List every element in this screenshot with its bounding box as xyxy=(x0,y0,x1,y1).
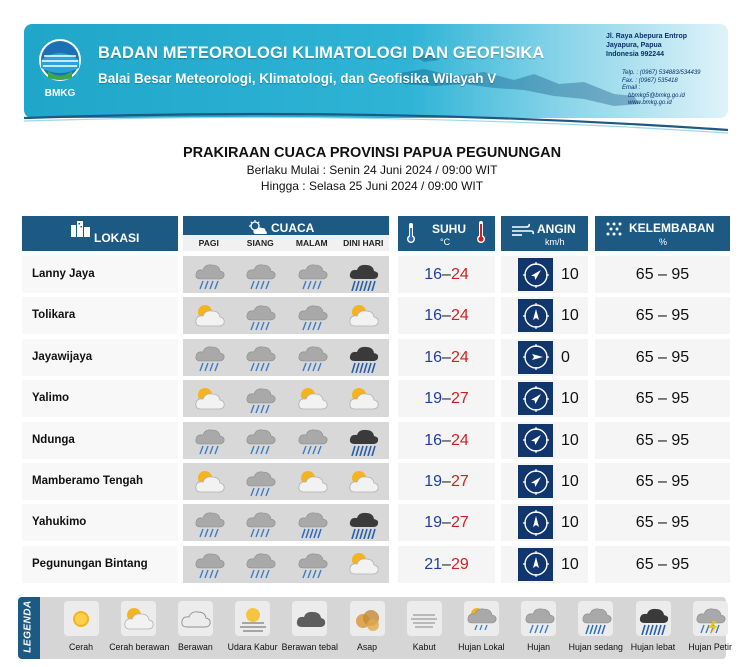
cerah-berawan-icon xyxy=(183,300,235,332)
legend-item xyxy=(624,601,682,652)
cerah-berawan-icon xyxy=(286,466,338,498)
wind xyxy=(501,339,588,376)
legend-item-label: Hujan sedang xyxy=(568,642,623,652)
temp-max: 27 xyxy=(450,514,469,532)
hujan-lebat-icon xyxy=(338,341,390,373)
cerah-berawan-icon xyxy=(338,300,390,332)
building-icon xyxy=(70,219,92,240)
wind-speed: 10 xyxy=(561,473,579,490)
legend-item xyxy=(109,601,170,652)
humidity xyxy=(595,504,730,541)
compass-icon xyxy=(518,506,553,539)
col-cuaca: CUACA xyxy=(271,221,315,235)
weather-icons xyxy=(183,504,389,541)
wind xyxy=(501,504,588,541)
cerah-berawan-icon xyxy=(183,466,235,498)
temp-min: 16 xyxy=(424,431,443,449)
address-line: Jl. Raya Abepura Entrop xyxy=(606,33,688,40)
humidity xyxy=(595,339,730,376)
humidity-max: 95 xyxy=(671,390,690,408)
hujan-icon xyxy=(183,424,235,456)
table-row xyxy=(22,422,730,459)
hujan-lokal-icon xyxy=(464,601,499,636)
period-malam: MALAM xyxy=(295,238,328,248)
header-suhu xyxy=(398,216,495,251)
temperature xyxy=(398,297,495,334)
weather-icons xyxy=(183,256,389,293)
humidity-max: 95 xyxy=(671,431,690,449)
header-kelembaban xyxy=(595,216,730,251)
address-block xyxy=(606,32,687,59)
col-suhu-unit: °C xyxy=(440,237,451,247)
hujan-icon xyxy=(235,507,287,539)
hujan-icon xyxy=(286,259,338,291)
temp-sep: – xyxy=(442,555,451,573)
wind xyxy=(501,546,588,583)
temp-max: 29 xyxy=(450,555,469,573)
legend-item xyxy=(52,601,110,652)
humidity xyxy=(595,297,730,334)
legend-item xyxy=(510,601,568,652)
thermometer-icon xyxy=(406,222,416,247)
hujan-icon xyxy=(286,548,338,580)
humidity-max: 95 xyxy=(671,266,690,283)
temp-max: 27 xyxy=(450,390,469,408)
col-angin: ANGIN xyxy=(537,222,576,236)
legend-item-label: Kabut xyxy=(412,642,436,652)
hujan-icon xyxy=(521,601,556,636)
legend-item xyxy=(567,601,625,652)
thermometer-hot-icon xyxy=(476,220,486,247)
hujan-sedang-icon xyxy=(286,507,338,539)
wind-speed: 10 xyxy=(561,307,579,325)
temp-max: 24 xyxy=(450,348,469,366)
hujan-icon xyxy=(235,548,287,580)
hujan-lebat-icon xyxy=(636,601,671,636)
hujan-icon xyxy=(286,300,338,332)
legend-item xyxy=(166,601,224,652)
asap-icon xyxy=(350,601,385,636)
address-line: Indonesia 992244 xyxy=(606,51,664,58)
temp-sep: – xyxy=(442,307,451,325)
compass-icon xyxy=(518,299,553,332)
svg-text:BMKG: BMKG xyxy=(44,88,76,99)
wind-icon xyxy=(511,223,535,240)
hujan-icon xyxy=(286,424,338,456)
wind xyxy=(501,422,588,459)
location-name: Tolikara xyxy=(22,297,178,334)
location-name: Ndunga xyxy=(22,422,178,459)
location-name: Jayawijaya xyxy=(22,339,178,376)
cerah-icon xyxy=(64,601,99,636)
col-angin-unit: km/h xyxy=(545,237,565,247)
humidity xyxy=(595,256,730,293)
wind-speed: 10 xyxy=(561,390,579,408)
location-name: Mamberamo Tengah xyxy=(22,463,178,500)
valid-to: Hingga : Selasa 25 Juni 2024 / 09:00 WIT xyxy=(260,179,484,193)
temp-max: 24 xyxy=(450,266,469,283)
period-dini-hari: DINI HARI xyxy=(343,238,384,248)
legend-item xyxy=(452,601,510,652)
hujan-icon xyxy=(183,341,235,373)
humidity-min: 65 xyxy=(635,266,654,283)
temp-min: 21 xyxy=(424,555,443,573)
humidity-max: 95 xyxy=(671,555,690,573)
temp-max: 24 xyxy=(450,307,469,325)
legend-item-label: Hujan lebat xyxy=(630,642,676,652)
wind-speed: 10 xyxy=(561,555,579,573)
contact-email: bbmkg5@bmkg.go.id xyxy=(628,92,685,99)
legend-item-label: Asap xyxy=(356,642,378,652)
kabut-icon xyxy=(407,601,442,636)
legend-item-label: Hujan Lokal xyxy=(458,642,505,652)
legend-item xyxy=(224,601,282,652)
humidity-min: 65 xyxy=(635,390,654,408)
legend-item-label: Berawan xyxy=(178,642,213,652)
hujan-lebat-icon xyxy=(338,424,390,456)
contact-phone: Telp. : (0967) 534883/534439 xyxy=(622,70,701,76)
temp-sep: – xyxy=(442,390,451,408)
table-row xyxy=(22,256,730,293)
temp-min: 16 xyxy=(424,266,443,283)
humidity xyxy=(595,422,730,459)
cerah-berawan-icon xyxy=(338,548,390,580)
valid-from: Berlaku Mulai : Senin 24 Juni 2024 / 09:00 WIT xyxy=(246,163,498,177)
humidity-max: 95 xyxy=(671,307,690,325)
col-lokasi: LOKASI xyxy=(94,231,140,245)
temp-min: 16 xyxy=(424,348,443,366)
location-name: Lanny Jaya xyxy=(22,256,178,293)
temperature xyxy=(398,422,495,459)
compass-icon xyxy=(518,341,553,374)
cerah-berawan-icon xyxy=(183,383,235,415)
legend-item-label: Cerah xyxy=(69,642,93,652)
location-name: Yahukimo xyxy=(22,504,178,541)
temperature xyxy=(398,256,495,293)
hujan-icon xyxy=(235,259,287,291)
col-kelembaban-unit: % xyxy=(659,237,668,247)
humidity-min: 65 xyxy=(635,431,654,449)
col-suhu: SUHU xyxy=(432,222,467,236)
period-siang: SIANG xyxy=(246,238,274,248)
decorative-curve xyxy=(0,100,744,140)
compass-icon xyxy=(518,465,553,498)
legend-item-label: Udara Kabur xyxy=(227,642,278,652)
address-line: Jayapura, Papua xyxy=(606,42,662,49)
temp-max: 27 xyxy=(450,473,469,490)
period-row xyxy=(183,235,389,251)
temp-min: 16 xyxy=(424,307,443,325)
contact-fax: Fax. : (0967) 535418 xyxy=(622,77,678,84)
hujan-icon xyxy=(235,383,287,415)
temp-sep: – xyxy=(442,266,451,283)
udara-kabur-icon xyxy=(235,601,270,636)
wind-speed: 0 xyxy=(561,348,570,366)
temperature xyxy=(398,380,495,417)
cerah-berawan-icon xyxy=(338,466,390,498)
humidity xyxy=(595,546,730,583)
humidity-max: 95 xyxy=(671,473,690,490)
wind-speed: 10 xyxy=(561,431,579,449)
compass-icon xyxy=(518,258,553,291)
legend xyxy=(18,597,732,659)
table-row xyxy=(22,463,730,500)
humidity-sep: – xyxy=(658,514,667,532)
location-name: Pegunungan Bintang xyxy=(22,546,178,583)
hujan-lebat-icon xyxy=(338,259,390,291)
weather-icons xyxy=(183,380,389,417)
hujan-icon xyxy=(235,424,287,456)
header-angin xyxy=(501,216,588,251)
compass-icon xyxy=(518,548,553,581)
temp-sep: – xyxy=(442,514,451,532)
temp-min: 19 xyxy=(424,514,443,532)
compass-icon xyxy=(518,382,553,415)
table-row xyxy=(22,380,730,417)
org-title: BADAN METEOROLOGI KLIMATOLOGI DAN GEOFISIKA xyxy=(98,44,545,62)
humidity-sep: – xyxy=(658,431,667,449)
period-pagi: PAGI xyxy=(198,238,219,248)
humidity-min: 65 xyxy=(635,514,654,532)
wind-speed: 10 xyxy=(561,514,579,532)
hujan-icon xyxy=(235,466,287,498)
weather-icons xyxy=(183,422,389,459)
wind xyxy=(501,380,588,417)
weather-icons xyxy=(183,297,389,334)
org-subtitle: Balai Besar Meteorologi, Klimatologi, dan Geofisika Wilayah V xyxy=(98,71,497,86)
wind xyxy=(501,463,588,500)
page-title: PRAKIRAAN CUACA PROVINSI PAPUA PEGUNUNGAN xyxy=(182,145,562,161)
hujan-icon xyxy=(235,300,287,332)
legend-label: LEGENDA xyxy=(22,600,34,653)
humidity-sep: – xyxy=(658,266,667,283)
legend-item-label: Berawan tebal xyxy=(281,642,338,652)
hujan-icon xyxy=(235,341,287,373)
legend-item-label: Hujan xyxy=(527,642,551,652)
legend-item-label: Cerah berawan xyxy=(109,642,170,652)
humidity-min: 65 xyxy=(635,555,654,573)
contact-website: www.bmkg.go.id xyxy=(628,100,672,107)
hujan-petir-icon xyxy=(693,601,728,636)
weather-icons xyxy=(183,463,389,500)
temp-max: 24 xyxy=(450,431,469,449)
table-row xyxy=(22,297,730,334)
table-row xyxy=(22,504,730,541)
humidity-min: 65 xyxy=(635,348,654,366)
hujan-icon xyxy=(286,341,338,373)
temp-min: 19 xyxy=(424,473,443,490)
compass-icon xyxy=(518,424,553,457)
legend-tag xyxy=(18,597,40,659)
table-row xyxy=(22,339,730,376)
temperature xyxy=(398,339,495,376)
humidity-sep: – xyxy=(658,473,667,490)
hujan-icon xyxy=(183,259,235,291)
wind xyxy=(501,297,588,334)
contact-email-label: Email : xyxy=(622,85,641,92)
cerah-berawan-icon xyxy=(286,383,338,415)
cerah-berawan-icon xyxy=(338,383,390,415)
hujan-icon xyxy=(183,507,235,539)
temperature xyxy=(398,504,495,541)
berawan-tebal-icon xyxy=(292,601,327,636)
temperature xyxy=(398,546,495,583)
hujan-lebat-icon xyxy=(338,507,390,539)
location-name: Yalimo xyxy=(22,380,178,417)
humidity-sep: – xyxy=(658,307,667,325)
cerah-berawan-icon xyxy=(121,601,156,636)
humidity-min: 65 xyxy=(635,307,654,325)
hujan-sedang-icon xyxy=(578,601,613,636)
legend-item-label: Hujan Petir xyxy=(688,642,732,652)
col-kelembaban: KELEMBABAN xyxy=(629,221,715,235)
legend-item xyxy=(681,601,739,652)
humidity-max: 95 xyxy=(671,348,690,366)
wind-speed: 10 xyxy=(561,266,579,283)
droplets-icon xyxy=(605,221,623,240)
legend-item xyxy=(395,601,453,652)
hujan-icon xyxy=(183,548,235,580)
berawan-icon xyxy=(178,601,213,636)
legend-item xyxy=(338,601,396,652)
temp-sep: – xyxy=(442,431,451,449)
humidity-sep: – xyxy=(658,348,667,366)
temperature xyxy=(398,463,495,500)
legend-item xyxy=(281,601,339,652)
temp-min: 19 xyxy=(424,390,443,408)
humidity-sep: – xyxy=(658,555,667,573)
humidity-sep: – xyxy=(658,390,667,408)
temp-sep: – xyxy=(442,473,451,490)
humidity xyxy=(595,380,730,417)
bmkg-logo xyxy=(36,38,84,100)
humidity xyxy=(595,463,730,500)
header-lokasi xyxy=(22,216,178,251)
weather-icons xyxy=(183,546,389,583)
wind xyxy=(501,256,588,293)
humidity-max: 95 xyxy=(671,514,690,532)
humidity-min: 65 xyxy=(635,473,654,490)
table-row xyxy=(22,546,730,583)
weather-icons xyxy=(183,339,389,376)
temp-sep: – xyxy=(442,348,451,366)
